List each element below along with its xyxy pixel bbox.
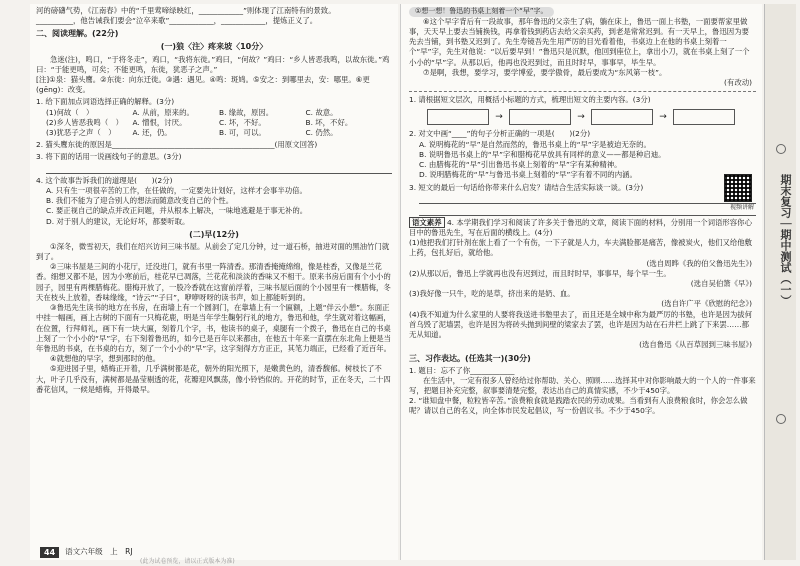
- watermark: (此为试卷预览，请以正式版本为准): [140, 557, 235, 565]
- q1-item: (1)何故（ ）: [46, 107, 94, 117]
- writing-prompt-2: 2. “谁知盘中餐，粒粒皆辛苦。”浪费粮食就是践踏农民的劳动成果。当看到有人浪费粮食时，你会怎么做呢？请以自己的名义，向全体市民发起倡议，写一份倡议书。不少于450字。: [409, 396, 748, 416]
- writing-prompt-1: 在生活中，一定有很多人曾经给过你帮助、关心、照顾……选择其中对你影响最大的一个人的一件事来写，把题目补充完整，叙事要清楚完整，表达出自己的真情实感，不少于450字。: [409, 375, 756, 396]
- side-tab: [764, 4, 796, 560]
- literacy-tag: 语文素养: [409, 217, 445, 228]
- q2-option-b: B. 说明鲁迅书桌上的“早”字和腊梅花早放具有同样的意义——都是种启迪。: [419, 149, 666, 159]
- q2-option-d: D. 说明腊梅花的“早”与鲁迅书桌上刻着的“早”字有着不同的内涵。: [419, 170, 637, 180]
- material-3: (3)我好像一只牛，吃的是草，挤出来的是奶、血。: [409, 289, 575, 299]
- q4-option-a: A. 只有生一项很辛苦的工作，在任做的，一定要先计划好，这样才会事半功倍。: [46, 185, 307, 195]
- article-2-title: (二)早(12分): [189, 229, 239, 239]
- article-2-p7: ⑦是啊，我想，要学习，要学博爱，要学傲骨，最后要成为“东风第一枝”。: [423, 67, 667, 77]
- arrow-icon: →: [495, 112, 503, 123]
- qr-label: 视频讲解: [729, 204, 754, 211]
- material-1: (1)他把我们打针剂在旅上看了一个有伤，一下子就是人力，车夫满脸都是痛苦，像被炭火，他们又给他敷上药，包扎好后，就给他。: [409, 238, 753, 258]
- material-4: (4)我不知道为什么家里的人要将我送进书塾里去了，而且还是全城中称为最严厉的书塾，也许是因为拔何首乌毁了泥墙罢，也许是因为将砖头抛到间壁的梁家去了罢，也许是因为站在石井栏上跳了下来罢……都无从知道。: [409, 309, 753, 340]
- arrow-icon: →: [659, 112, 667, 123]
- q4-option-c: C. 要正视自己的缺点并改正问题，并从根本上解决，一味地逃避是于事无补的。: [46, 206, 308, 216]
- right-page: [400, 4, 762, 560]
- flow-box-3[interactable]: [591, 109, 653, 125]
- q1-option: C. 仍然。: [305, 128, 338, 138]
- circle-icon: [776, 144, 786, 154]
- intro-bubble: ①想一想！鲁迅的书桌上刻着一个“早”字。: [409, 7, 554, 17]
- question-1: 1. 给下面加点词语选择正确的解释。(3分): [36, 97, 175, 107]
- q1-option: B. 坏，不好。: [305, 117, 353, 127]
- article-2-p1: ①深冬，微雪初天，我们在绍兴访问三味书屋。从前会了定几分钟，过一道石桥，抽进对面的黑油竹门就到了。: [36, 241, 390, 262]
- material-1-source: (选自周晔《我的伯父鲁迅先生》): [646, 258, 752, 268]
- footer-text: 语文六年级 上 RJ: [65, 547, 133, 557]
- q1-option: B. 可，可以。: [219, 128, 266, 138]
- q1-option: A. 憎恨，讨厌。: [132, 117, 187, 127]
- question-3: 3. 将下面的话用一说画线句子的意思。(3分): [36, 152, 182, 162]
- material-2: (2)从那以后，鲁迅上学就再也没有迟到过，而且时时早，事事早，每个早一生。: [409, 268, 671, 278]
- page-number: 44: [40, 547, 59, 558]
- writing-prompt-1-title: 1. 题目：忘不了你____________: [409, 365, 515, 375]
- right-question-4: 4. 本学期我们学习和阅读了许多关于鲁迅的文章，阅读下面的材料，分别用一个词语形容你心目中的鲁迅先生，写在后面的横线上。(4分): [409, 217, 752, 237]
- right-question-3: 3. 短文的最后一句话给你带来什么启发？请结合生活实际谈一谈。(3分): [409, 182, 644, 192]
- section-3-heading: 三、习作表达。(任选其一)(30分): [409, 353, 531, 363]
- q1-option: C. 故意。: [305, 107, 338, 117]
- article-2-p5: ⑤迎进园子里，蜡梅正开着，几乎满树都是花，朝外的阳光照下，是嫩黄色的，清香馥郁。树枝长了不大，叶子几乎没有，满树都是晶莹剔透的花，花瓣迎风飘荡，像小铃铛似的。开花的时节，正在冬天，二十四番花信风，一候是蜡梅，开得最早。: [36, 364, 391, 394]
- answer-line[interactable]: [419, 194, 756, 204]
- answer-line[interactable]: [419, 206, 756, 216]
- section-2-heading: 二、阅读理解。(22分): [36, 29, 119, 39]
- article-2-p2: ②三味书屋是三间的小花厅，迁没进门，就有书里一阵清香。那清香掩掩绵绵，像是桂香，又像是兰花香。细想又都不是，因为小寒前后，桂花早已凋落，兰花花和淡淡的香味又不相干。原来书房后面有个小小的园子，园里有两棵腊梅花。腊梅开放了，一股冷香就在这窗前浮着，三味书屋后面的个小园里有一棵腊梅，冬天在枝头上放着，香味缘缘，“诗云”“子曰”，咿咿呀呀的读书声，如上都能听到的。: [36, 262, 391, 302]
- q4-option-b: B. 我们不能为了迎合别人的想法而随意改变自己的个性。: [46, 196, 234, 206]
- circle-icon: [776, 414, 786, 424]
- q1-row-3: [36, 128, 392, 138]
- article-2-p6: ⑥这个早字背后有一段故事，那年鲁迅的父亲生了病，躺在床上，鲁迅一面上书塾，一面要帮家里做事，天天早上要去当铺换钱，再拿着钱到药店去给父亲买药，到老是常常迟到。有一天早上，鲁迅因为要先去当铺，到书塾又迟到了。先生寿镜吾先生用严厉的目光看着他，书桌边上在他的书桌上刻着一个“早”字，先生对他说：“以后要早到！”鲁迅只是沉默，他回到座位上，拿出小刀，就在书桌上刻了一个小小的“早”字。从那以后，他再也没迟到过，而且时时早，事事早，毕生早。: [409, 16, 750, 67]
- material-4-source: (选自鲁迅《从百草园到三味书屋》): [639, 340, 752, 350]
- right-question-2: 2. 对文中画“____”的句子分析正确的一项是( )(2分): [409, 129, 591, 139]
- article-2-p3: ③鲁迅先生读书的地方在书房，在南墙上有一个圆洞门，在靠墙上有一个匾额，上题“伴云小憩”。东面正中挂一幅画，画上古树的下面有一只梅花鹿，明是当年学生鞠躬行礼的地方，鲁迅和他，学生就对着这幅画，在位置，行拜师礼，画下有一块大匾，刻着几个字，书，他读书的桌子，桌腿有一个拨子，鲁迅在自己的书桌上刻了一个小小的“早”字，右下刻着鲁迅的，如今已是百年以来都由，在他五十年来一直摆在东北角上便是当年鲁迅的书桌，在书桌的右方，刻了一个小小的“早”字，这字刻得方方正正，其笔力端正，已经看了近百年。: [36, 303, 392, 353]
- question-4: 4. 这个故事告诉我们的道理是( )(2分): [36, 175, 173, 185]
- q1-option: A. 还，仍。: [132, 128, 172, 138]
- flow-chart: [427, 109, 756, 125]
- article-2-p4: ④就想他的早字，想到那时的他。: [50, 354, 161, 364]
- answer-line[interactable]: [46, 164, 392, 174]
- material-2-source: (选自吴伯箫《早》): [690, 279, 752, 289]
- article-1-title: (一)狼〈注〉疼来坡〈10分〉: [160, 42, 268, 52]
- page-footer: [40, 547, 133, 558]
- arrow-icon: →: [577, 112, 585, 123]
- flow-box-4[interactable]: [673, 109, 735, 125]
- article-1-text: 急迷(注)，鸣口，“于将冬走”，鸡口，“我将东徙。”鸡曰，“何故？”鸡曰：“乡人皆恶我鸣，以故东徙。”鸡曰：“于能更鸣，可矣；不能更鸣，东徙，犹恶子之声。”: [36, 54, 390, 74]
- q1-row-1: [36, 108, 392, 118]
- q1-option: C. 坏，不好。: [219, 117, 266, 127]
- flow-box-2[interactable]: [509, 109, 571, 125]
- qr-code-icon[interactable]: [724, 174, 752, 202]
- divider: [409, 91, 756, 92]
- right-question-1: 1. 请根据短文层次，用概括小标题的方式，梳理出短文的主要内容。(3分): [409, 95, 651, 105]
- q2-option-c: C. 由腊梅花的“早”引出鲁迅书桌上刻着的“早”字有某种精神。: [419, 160, 622, 170]
- q2-option-a: A. 说明梅花的“早”是自然而然的，鲁迅书桌上的“早”字是被迫无奈的。: [419, 139, 651, 149]
- q1-row-2: [36, 118, 392, 128]
- q4-option-d: D. 对于别人的建议，无论好坏，都要听取。: [46, 216, 190, 226]
- q1-option: B. 缘故，原因。: [219, 107, 274, 117]
- source-note: (有改动): [724, 77, 752, 87]
- intro-line: 河的磅礴气势，《江南春》中的“千里莺啼绿映红，____________”则体现了江南特有的景致。: [36, 6, 336, 15]
- side-tab-title: 期末复习｜期中测试（一）: [779, 174, 792, 306]
- left-page: [30, 4, 398, 565]
- q1-item: (3)犹恶子之声（ ）: [46, 128, 116, 138]
- q1-item: (2)乡人皆恶我鸣（ ）: [46, 117, 123, 127]
- question-2: 2. 猫头鹰东徙的原因是____________________________________________(用原文回答): [36, 140, 318, 150]
- flow-box-1[interactable]: [427, 109, 489, 125]
- notes: [注]①泉：猫头鹰。②东徙：向东迁徙。③遇：遇见。④鸣：斑鸠。⑤安之：到哪里去，安：哪里。⑥更(gēng)：改变。: [36, 74, 370, 95]
- intro-line-2: __________，他告诫我们要会“泣卒来歌”____________，____________，提炼正义了。: [36, 16, 318, 26]
- material-3-source: (选自许广平《欣慰的纪念》): [661, 299, 752, 309]
- q1-option: A. 从前，原来的。: [132, 107, 194, 117]
